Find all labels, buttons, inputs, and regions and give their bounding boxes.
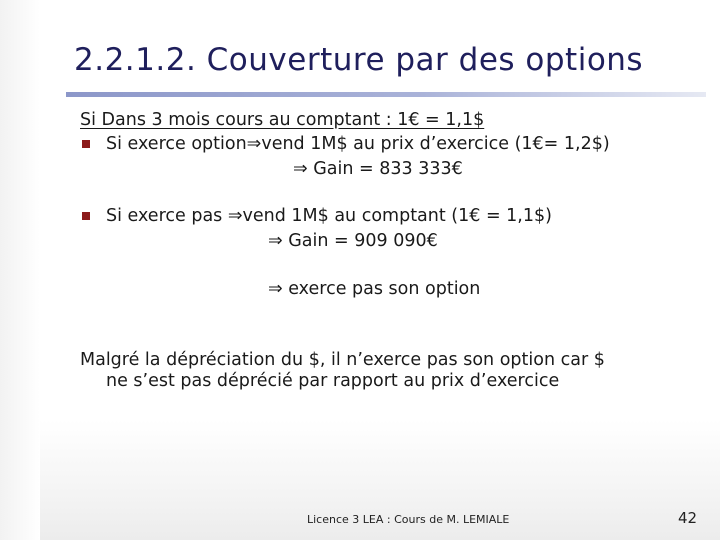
slide-title: 2.2.1.2. Couverture par des options [74,42,644,78]
bullet-1-text: Si exerce option⇒vend 1M$ au prix d’exercice (1€= 1,2$) [106,134,610,154]
remark-line-2: ne s’est pas déprécié par rapport au prix d’exercice [106,371,560,391]
remark-line-1: Malgré la dépréciation du $, il n’exerce pas son option car $ [80,350,605,370]
slide-left-shade [0,0,40,540]
bullet-2-result: ⇒ Gain = 909 090€ [268,231,438,251]
bullet-marker-2 [82,212,90,220]
slide-footer: Licence 3 LEA : Cours de M. LEMIALE [307,513,510,526]
bullet-marker-1 [82,140,90,148]
conclusion-line: ⇒ exerce pas son option [268,279,481,299]
scenario-line: Si Dans 3 mois cours au comptant : 1€ = 1,1$ [80,110,485,130]
title-rule [66,92,706,97]
bullet-1-result: ⇒ Gain = 833 333€ [293,159,463,179]
bullet-2-text: Si exerce pas ⇒vend 1M$ au comptant (1€ = 1,1$) [106,206,552,226]
page-number: 42 [678,509,698,527]
